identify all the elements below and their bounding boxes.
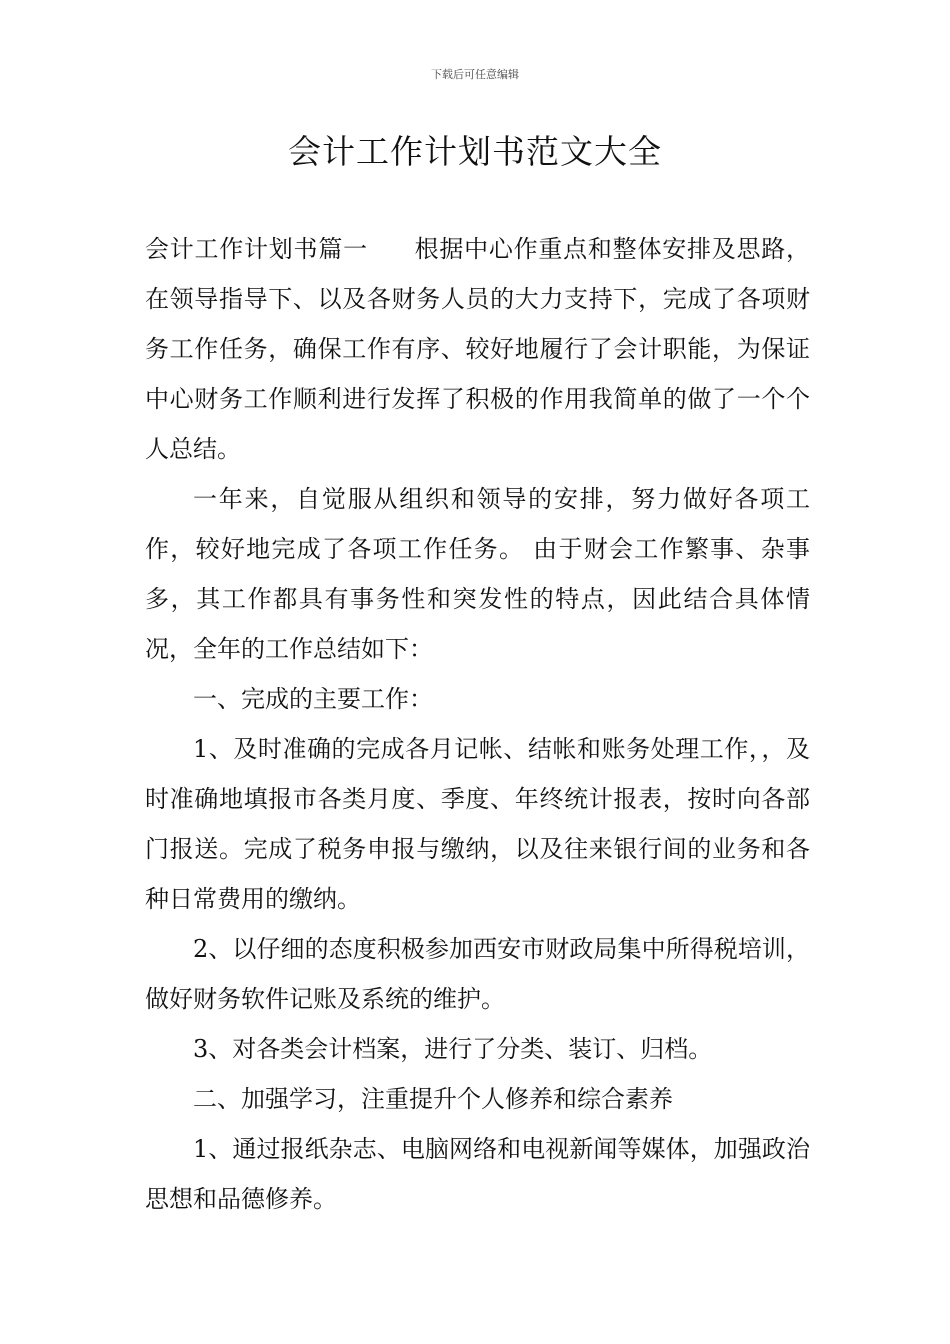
list-item-3: 3、对各类会计档案，进行了分类、装订、归档。 [193,1035,713,1063]
list-item-2: 2、以仔细的态度积极参加西安市财政局集中所得税培训，做好财务软件记账及系统的维护。 [145,935,810,1013]
heading-study: 二、加强学习，注重提升个人修养和综合素养 [193,1085,673,1113]
paragraph-2: 一年来，自觉服从组织和领导的安排，努力做好各项工作，较好地完成了各项工作任务。 由于财会工作繁事、杂事多，其工作都具有事务性和突发性的特点，因此结合具体情况，全年的工作总结如下： [145,485,810,663]
header-note: 下载后可任意编辑 [431,68,519,81]
paragraph-1 [145,224,810,474]
heading-main-work: 一、完成的主要工作： [193,685,433,713]
list-item-1: 1、及时准确的完成各月记帐、结帐和账务处理工作，，及时准确地填报市各类月度、季度、年终统计报表，按时向各部门报送。完成了税务申报与缴纳，以及往来银行间的业务和各种日常费用的缴纳。 [145,735,810,913]
list-item-4: 1、通过报纸杂志、电脑网络和电视新闻等媒体，加强政治思想和品德修养。 [145,1135,810,1213]
document-title: 会计工作计划书范文大全 [288,132,662,171]
paragraph-1-text: 根据中心作重点和整体安排及思路，在领导指导下、以及各财务人员的大力支持下，完成了各项财务工作任务，确保工作有序、较好地履行了会计职能，为保证中心财务工作顺利进行发挥了积极的作用我简单的做了一个个人总结。 [145,235,811,463]
document-body [145,224,810,1224]
section-lead: 会计工作计划书篇一 [145,235,368,263]
